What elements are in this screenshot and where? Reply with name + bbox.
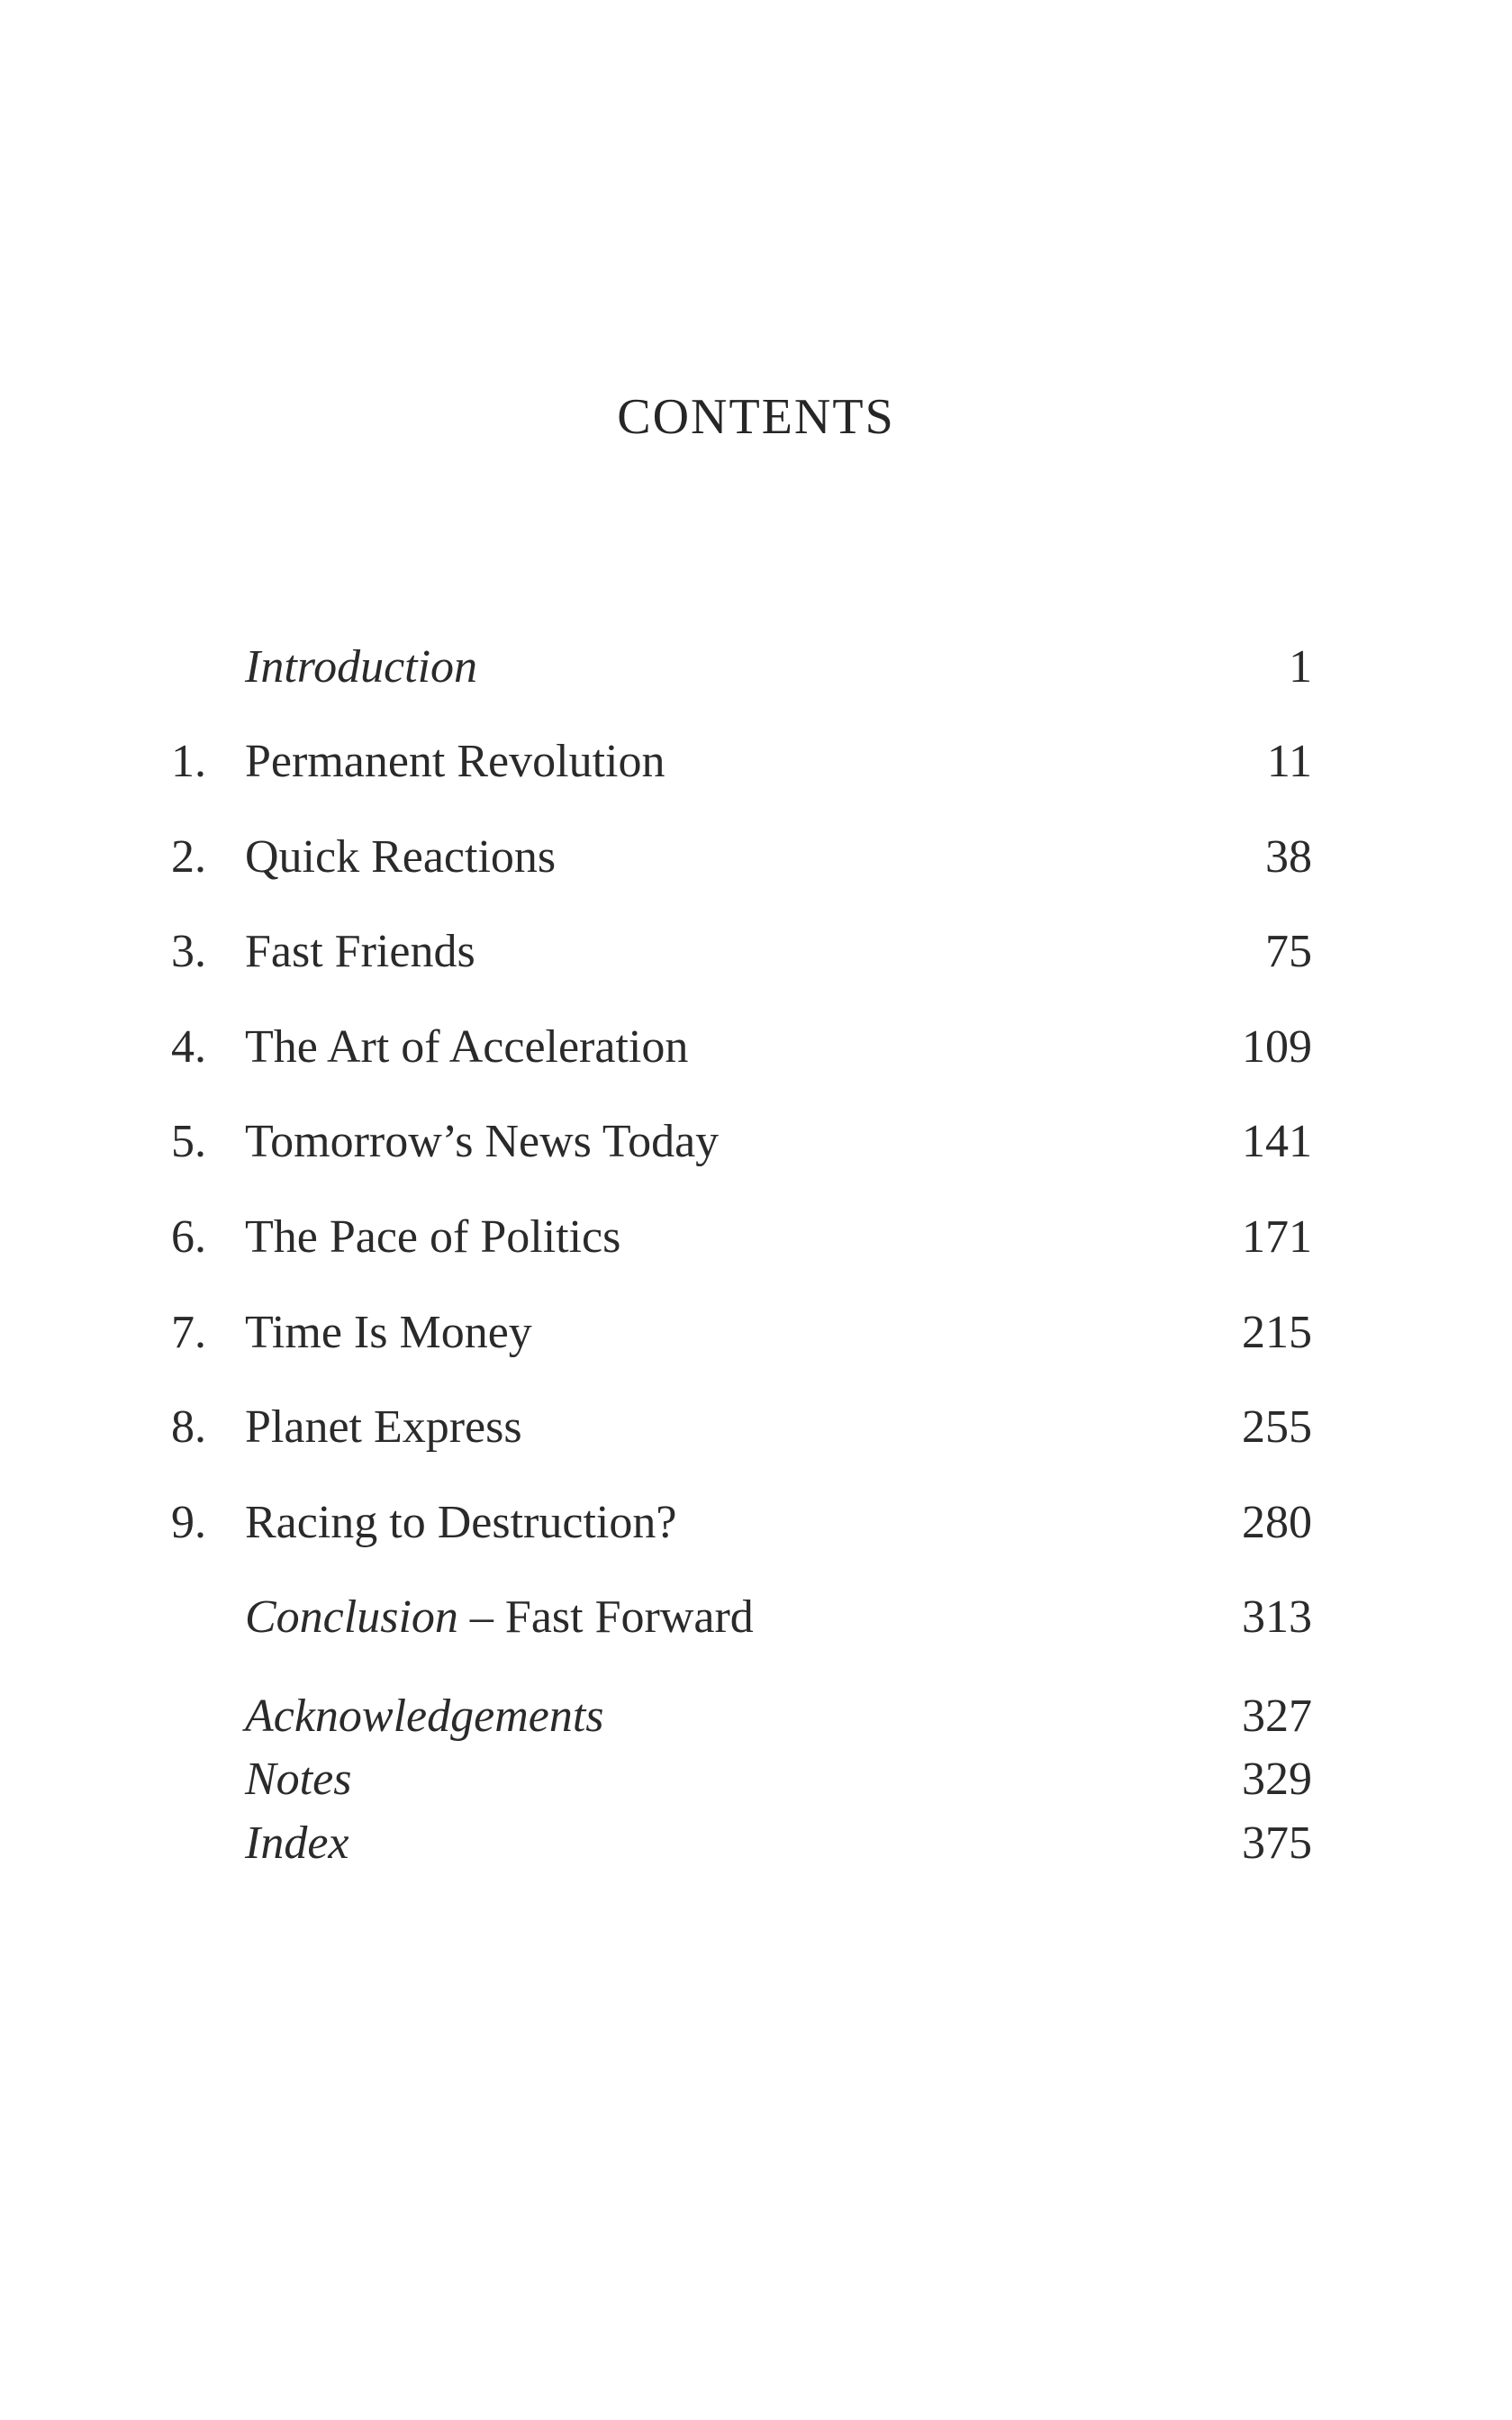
entry-page-number: 171 (1242, 1211, 1312, 1263)
entry-page-number: 38 (1265, 831, 1312, 883)
conclusion-separator: – (457, 1591, 505, 1643)
entry-title: Index (245, 1817, 349, 1869)
entry-title: Notes (245, 1754, 352, 1805)
chapter-number: 7. (171, 1307, 206, 1358)
entry-title (245, 1586, 754, 1649)
toc-entry-acknowledgements (0, 1685, 1512, 1748)
toc-entry-chapter (0, 1491, 1512, 1554)
chapter-number: 4. (171, 1021, 206, 1073)
toc-entry-chapter (0, 1016, 1512, 1079)
toc-entry-chapter (0, 1110, 1512, 1174)
entry-page-number: 75 (1265, 926, 1312, 977)
chapter-number: 2. (171, 831, 206, 883)
chapter-number: 3. (171, 926, 206, 977)
entry-title: Permanent Revolution (245, 736, 665, 787)
toc-entry-chapter (0, 1206, 1512, 1269)
chapter-number: 5. (171, 1116, 206, 1167)
toc-entry-chapter (0, 730, 1512, 793)
toc-entry-index (0, 1812, 1512, 1875)
entry-title: Racing to Destruction? (245, 1497, 677, 1548)
toc-entry-conclusion (0, 1586, 1512, 1649)
entry-title: The Art of Acceleration (245, 1021, 689, 1073)
toc-entry-chapter (0, 920, 1512, 983)
entry-page-number: 109 (1242, 1021, 1312, 1073)
toc-entry-chapter (0, 826, 1512, 889)
entry-title: The Pace of Politics (245, 1211, 621, 1263)
page-title: CONTENTS (617, 389, 895, 445)
entry-title: Introduction (245, 641, 478, 693)
entry-title: Quick Reactions (245, 831, 557, 883)
entry-page-number: 375 (1242, 1817, 1312, 1869)
entry-page-number: 11 (1266, 736, 1312, 787)
entry-title: Acknowledgements (245, 1690, 604, 1742)
entry-page-number: 215 (1242, 1307, 1312, 1358)
toc-entry-chapter (0, 1301, 1512, 1364)
entry-title: Planet Express (245, 1401, 522, 1453)
conclusion-label: Conclusion (245, 1591, 458, 1643)
entry-page-number: 329 (1242, 1754, 1312, 1805)
entry-page-number: 255 (1242, 1401, 1312, 1453)
entry-title: Time Is Money (245, 1307, 532, 1358)
entry-page-number: 1 (1289, 641, 1312, 693)
chapter-number: 8. (171, 1401, 206, 1453)
entry-page-number: 280 (1242, 1497, 1312, 1548)
entry-page-number: 327 (1242, 1690, 1312, 1742)
entry-title: Fast Friends (245, 926, 475, 977)
toc-entry-notes (0, 1748, 1512, 1811)
entry-title: Tomorrow’s News Today (245, 1116, 720, 1167)
conclusion-subtitle: Fast Forward (504, 1591, 754, 1643)
entry-page-number: 313 (1242, 1591, 1312, 1643)
entry-page-number: 141 (1242, 1116, 1312, 1167)
toc-entry-introduction (0, 636, 1512, 699)
chapter-number: 9. (171, 1497, 206, 1548)
toc-entry-chapter (0, 1396, 1512, 1459)
chapter-number: 6. (171, 1211, 206, 1263)
chapter-number: 1. (171, 736, 206, 787)
